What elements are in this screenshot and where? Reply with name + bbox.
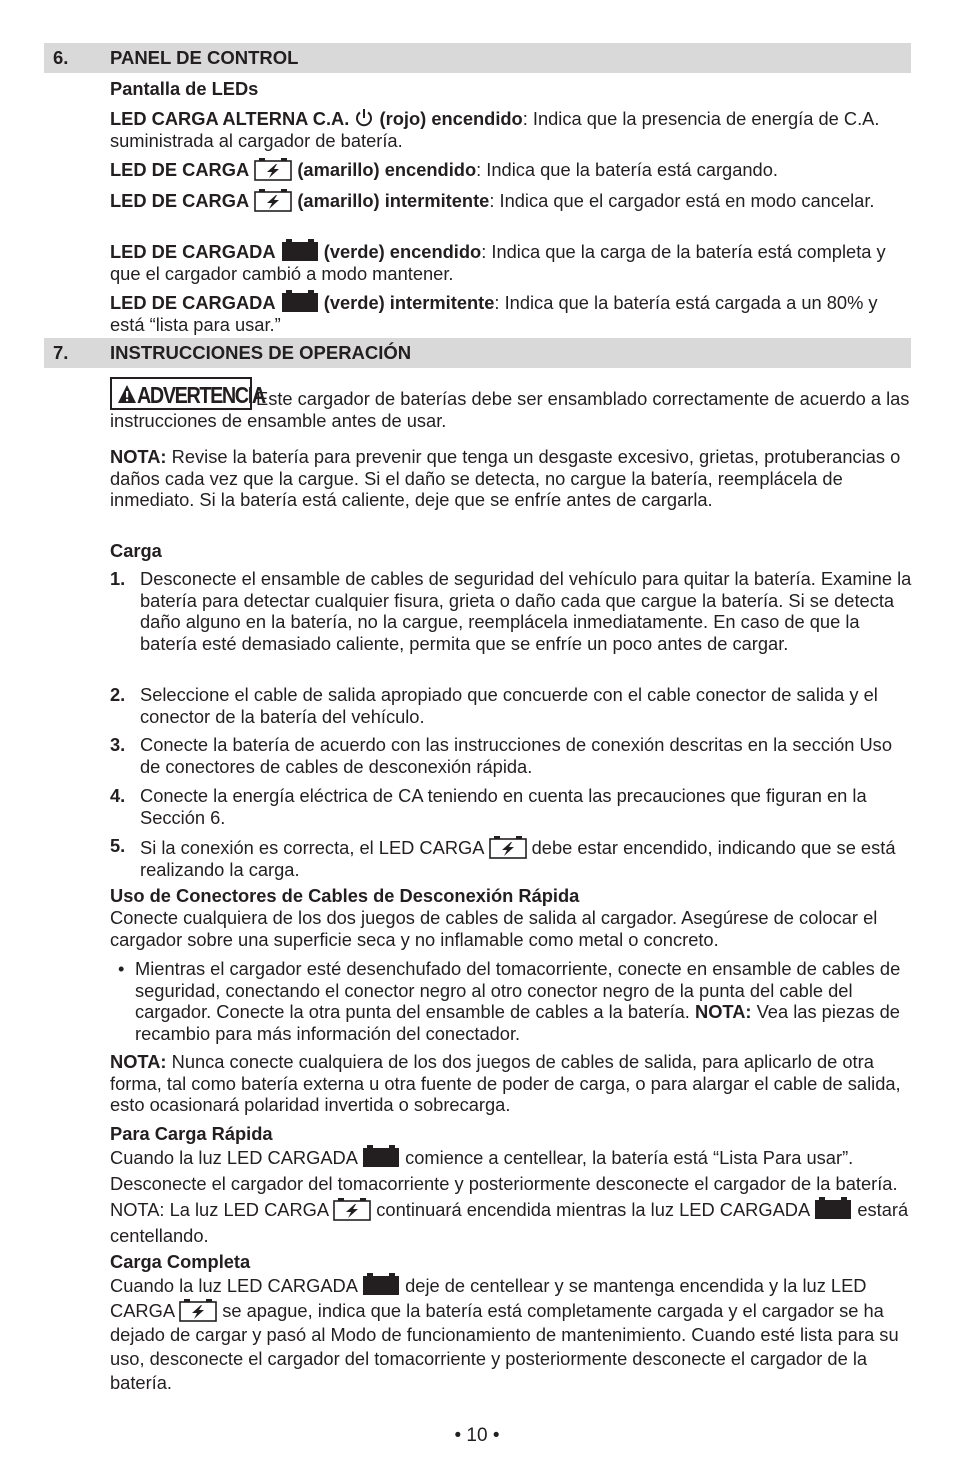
- carga-heading: Carga: [110, 540, 162, 561]
- list-item: 5. Si la conexión es correcta, el LED CARGA debe estar encendido, indicando que se está realizando la carga.: [110, 835, 896, 880]
- nota-paragraph: NOTA: Revise la batería para prevenir que tenga un desgaste excesivo, grietas, protuberancias o daños cada vez que la cargue. Si el daño se detecta, no cargue la batería, reemplácela de inmediato. Si la batería está caliente, deje que se enfríe antes de cargarla.: [110, 446, 901, 510]
- warning-triangle-icon: [117, 384, 137, 409]
- full-battery-icon: [814, 1196, 852, 1219]
- full-battery-icon: [362, 1272, 400, 1295]
- charging-battery-icon: [254, 188, 292, 210]
- rapid-charge-heading: Para Carga Rápida: [110, 1123, 273, 1144]
- charging-battery-icon: [333, 1197, 371, 1219]
- list-item: • Mientras el cargador esté desenchufado del tomacorriente, conecte en ensamble de cables de seguridad, conectando el conector negro al otro conector negro de la punta del cable del cargador. Conecte la otra punta del ensamble de cables a la batería. NOTA: Vea las piezas de recambio para más información del conectador.: [118, 958, 901, 1044]
- nota-paragraph: NOTA: Nunca conecte cualquiera de los dos juegos de cables de salida, para aplicarlo de otra forma, tal como batería externa u otra fuente de poder de carga, o para alargar el cable de salida, esto ocasionará polaridad invertida o sobrecarga.: [110, 1051, 901, 1115]
- section-title: PANEL DE CONTROL: [110, 47, 299, 68]
- quick-connect-text: Conecte cualquiera de los dos juegos de cables de salida al cargador. Asegúrese de colocar el cargador sobre una superficie seca y no inflamable como metal o concreto.: [110, 907, 878, 950]
- warning-label: ADVERTENCIA: [110, 377, 252, 410]
- list-item: 2. Seleccione el cable de salida apropiado que concuerde con el cable conector de salida y el conector de la batería del vehículo.: [110, 684, 878, 727]
- charge-led-on-description: LED DE CARGA (amarillo) encendido: Indica que la batería está cargando.: [110, 159, 778, 180]
- section-7-header: [44, 338, 911, 368]
- list-item: 4. Conecte la energía eléctrica de CA teniendo en cuenta las precauciones que figuran en la Sección 6.: [110, 785, 867, 828]
- full-battery-icon: [281, 238, 319, 261]
- charged-led-blink-description: LED DE CARGADA (verde) intermitente: Indica que la batería está cargada a un 80% y está “lista para usar.”: [110, 289, 912, 335]
- section-6-header: [44, 43, 911, 73]
- charging-battery-icon: [254, 157, 292, 179]
- charged-led-on-description: LED DE CARGADA (verde) encendido: Indica que la carga de la batería está completa y que el cargador cambió a modo mantener.: [110, 238, 912, 284]
- section-title: INSTRUCCIONES DE OPERACIÓN: [110, 342, 412, 363]
- full-battery-icon: [362, 1144, 400, 1167]
- led-display-heading: Pantalla de LEDs: [110, 78, 259, 99]
- charge-led-blink-description: LED DE CARGA (amarillo) intermitente: Indica que el cargador está en modo cancelar.: [110, 190, 875, 211]
- list-item: 1. Desconecte el ensamble de cables de seguridad del vehículo para quitar la batería. Examine la batería para detectar cualquier fisura, grieta o daño cada que cargue la batería. Si se detecta daño alguno en la batería, no la cargue, reemplácela inmediatamente. En caso de que la batería esté demasiado caliente, permita que se enfríe un poco antes de cargar.: [110, 568, 912, 654]
- complete-charge-heading: Carga Completa: [110, 1251, 251, 1272]
- section-number: 6.: [53, 47, 69, 68]
- section-number: 7.: [53, 342, 69, 363]
- ac-led-description: LED CARGA ALTERNA C.A. (rojo) encendido: Indica que la presencia de energía de C.A. suministrada al cargador de batería.: [110, 108, 880, 151]
- page-number: • 10 •: [454, 1425, 500, 1446]
- quick-connect-heading: Uso de Conectores de Cables de Desconexión Rápida: [110, 885, 580, 906]
- warning-paragraph: ADVERTENCIA Este cargador de baterías debe ser ensamblado correctamente de acuerdo a las instrucciones de ensamble antes de usar.: [110, 377, 912, 432]
- power-icon: [354, 108, 374, 128]
- charging-battery-icon: [489, 835, 527, 857]
- complete-charge-text: Cuando la luz LED CARGADA deje de centellear y se mantenga encendida y la luz LED CARGA se apague, indica que la batería está completamente cargada y el cargador se ha dejado de cargar y pasó al Modo de funcionamiento de mantenimiento. Cuando esté lista para su uso, desconecte el cargador del tomacorriente y posteriormente desconecte el cargador de la batería.: [110, 1272, 912, 1395]
- list-item: 3. Conecte la batería de acuerdo con las instrucciones de conexión descritas en la sección Uso de conectores de cables de desconexión rápida.: [110, 734, 892, 777]
- full-battery-icon: [281, 289, 319, 312]
- rapid-charge-text: Cuando la luz LED CARGADA comience a centellear, la batería está “Lista Para usar”. Desconecte el cargador del tomacorriente y posteriormente desconecte el cargador de la batería. NOTA: La luz LED CARGA continuará encendida mientras la luz LED CARGADA estará centellando.: [110, 1144, 912, 1248]
- charging-battery-icon: [179, 1298, 217, 1320]
